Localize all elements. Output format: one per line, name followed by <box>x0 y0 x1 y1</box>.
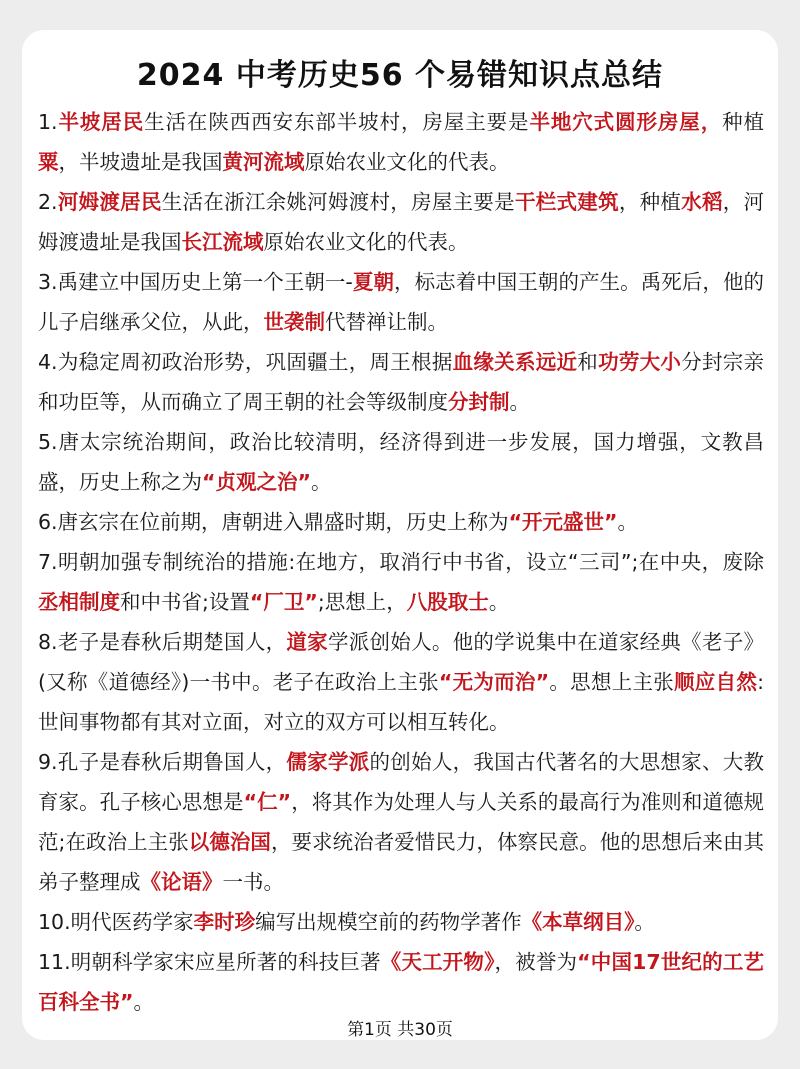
point-text: ，半坡遗址是我国 <box>58 150 223 174</box>
highlighted-term: 《本草纲目》 <box>521 910 635 934</box>
highlighted-term: 半地穴式圆形房屋， <box>529 110 723 134</box>
point-text: 。 <box>488 590 510 614</box>
highlighted-term: 道家 <box>286 630 328 654</box>
knowledge-point-2 <box>38 182 764 262</box>
highlighted-term: 夏朝 <box>352 270 395 294</box>
highlighted-term: 半坡居民 <box>57 110 145 134</box>
point-text: 。思想上主张 <box>549 670 675 694</box>
page-title: 2024 中考历史56 个易错知识点总结 <box>136 58 664 93</box>
knowledge-point-4 <box>38 342 764 422</box>
point-text: 1. <box>38 110 58 134</box>
point-text: 9.孔子是春秋后期鲁国人， <box>38 750 287 774</box>
point-text: 8.老子是春秋后期楚国人， <box>38 630 287 654</box>
point-text: 的创始人，我国古代著名的大思想家、大教育家。孔子核心思想是 <box>38 750 765 814</box>
point-text: ，将其作为处理人与人关系的最高行为准则和道德规范;在政治上主张 <box>38 790 765 854</box>
point-text: 。 <box>509 390 530 414</box>
point-text: ，河姆渡遗址是我国 <box>38 190 765 254</box>
knowledge-point-10 <box>38 902 764 942</box>
knowledge-point-1 <box>38 102 764 182</box>
highlighted-term: 丞相制度 <box>38 590 120 614</box>
point-text: ，被誉为 <box>494 950 578 974</box>
point-text: 7.明朝加强专制统治的措施:在地方，取消行中书省，设立“三司”;在中央，废除 <box>38 550 764 574</box>
highlighted-term: 血缘关系远近 <box>452 350 578 374</box>
point-text: 。 <box>634 910 655 934</box>
knowledge-point-11 <box>38 942 764 1022</box>
point-text: 种植 <box>722 110 765 134</box>
document-card <box>22 30 778 1040</box>
knowledge-point-5 <box>38 422 764 502</box>
highlighted-term: 水稻 <box>681 190 723 214</box>
page-indicator: 第1页 共30页 <box>347 1020 453 1040</box>
highlighted-term: 功劳大小 <box>598 350 682 374</box>
point-text: 6.唐玄宗在位前期，唐朝进入鼎盛时期，历史上称为 <box>38 510 509 534</box>
point-text: 学派创始人。他的学说集中在道家经典《老子》(又称《道德经》)一书中。老子在政治上主张 <box>38 630 765 694</box>
highlighted-term: 《论语》 <box>140 870 223 894</box>
highlighted-term: “开元盛世” <box>508 510 618 534</box>
point-text: 生活在浙江余姚河姆渡村，房屋主要是 <box>161 190 515 214</box>
point-text: 3.禹建立中国历史上第一个王朝一- <box>38 270 353 294</box>
point-text: ;思想上， <box>317 590 407 614</box>
point-text: 。 <box>617 510 639 534</box>
knowledge-point-6 <box>38 502 764 542</box>
point-text: 4.为稳定周初政治形势，巩固疆土，周王根据 <box>38 350 453 374</box>
knowledge-point-7 <box>38 542 764 622</box>
knowledge-point-9 <box>38 742 764 902</box>
point-text: :世间事物都有其对立面，对立的双方可以相互转化。 <box>38 670 765 734</box>
highlighted-term: “仁” <box>243 790 292 814</box>
knowledge-point-3 <box>38 262 764 342</box>
point-text: 原始农业文化的代表。 <box>304 150 510 174</box>
point-text: ，标志着中国王朝的产生。禹死后，他的儿子启继承父位，从此， <box>38 270 765 334</box>
highlighted-term: “中国17世纪的工艺百科全书” <box>38 950 764 1014</box>
highlighted-term: 干栏式建筑 <box>514 190 619 214</box>
highlighted-term: 分封制 <box>448 390 510 414</box>
highlighted-term: “贞观之治” <box>202 470 311 494</box>
highlighted-term: 长江流域 <box>181 230 264 254</box>
point-text: 10.明代医药学家 <box>38 910 194 934</box>
highlighted-term: 河姆渡居民 <box>57 190 162 214</box>
point-text: 一书。 <box>222 870 284 894</box>
point-text: 。 <box>133 990 154 1014</box>
highlighted-term: 《天工开物》 <box>380 950 495 974</box>
highlighted-term: 李时珍 <box>193 910 256 934</box>
point-text: ，种植 <box>618 190 682 214</box>
point-text: 5.唐太宗统治期间，政治比较清明，经济得到进一步发展，国力增强，文教昌盛，历史上称之为 <box>38 430 764 494</box>
highlighted-term: 世袭制 <box>263 310 325 334</box>
highlighted-term: 顺应自然 <box>674 670 758 694</box>
highlighted-term: “无为而治” <box>438 670 550 694</box>
highlighted-term: 儒家学派 <box>286 750 370 774</box>
point-text: ，要求统治者爱惜民力，体察民意。他的思想后来由其弟子整理成 <box>38 830 765 894</box>
point-text: 。 <box>310 470 332 494</box>
knowledge-point-list <box>38 102 764 1022</box>
point-text: 和 <box>577 350 599 374</box>
point-text: 代替禅让制。 <box>325 310 448 334</box>
highlighted-term: 以德治国 <box>188 830 271 854</box>
highlighted-term: “厂卫” <box>249 590 318 614</box>
highlighted-term: 黄河流域 <box>222 150 305 174</box>
point-text: 和中书省;设置 <box>120 590 250 614</box>
point-text: 分封宗亲和功臣等，从而确立了周王朝的社会等级制度 <box>38 350 765 414</box>
point-text: 原始农业文化的代表。 <box>263 230 469 254</box>
point-text: 生活在陕西西安东部半坡村，房屋主要是 <box>144 110 530 134</box>
highlighted-term: 粟 <box>38 150 59 174</box>
highlighted-term: 八股取士 <box>406 590 489 614</box>
point-text: 11.明朝科学家宋应星所著的科技巨著 <box>38 950 381 974</box>
point-text: 编写出规模空前的药物学著作 <box>255 910 522 934</box>
point-text: 2. <box>38 190 58 214</box>
knowledge-point-8 <box>38 622 764 742</box>
